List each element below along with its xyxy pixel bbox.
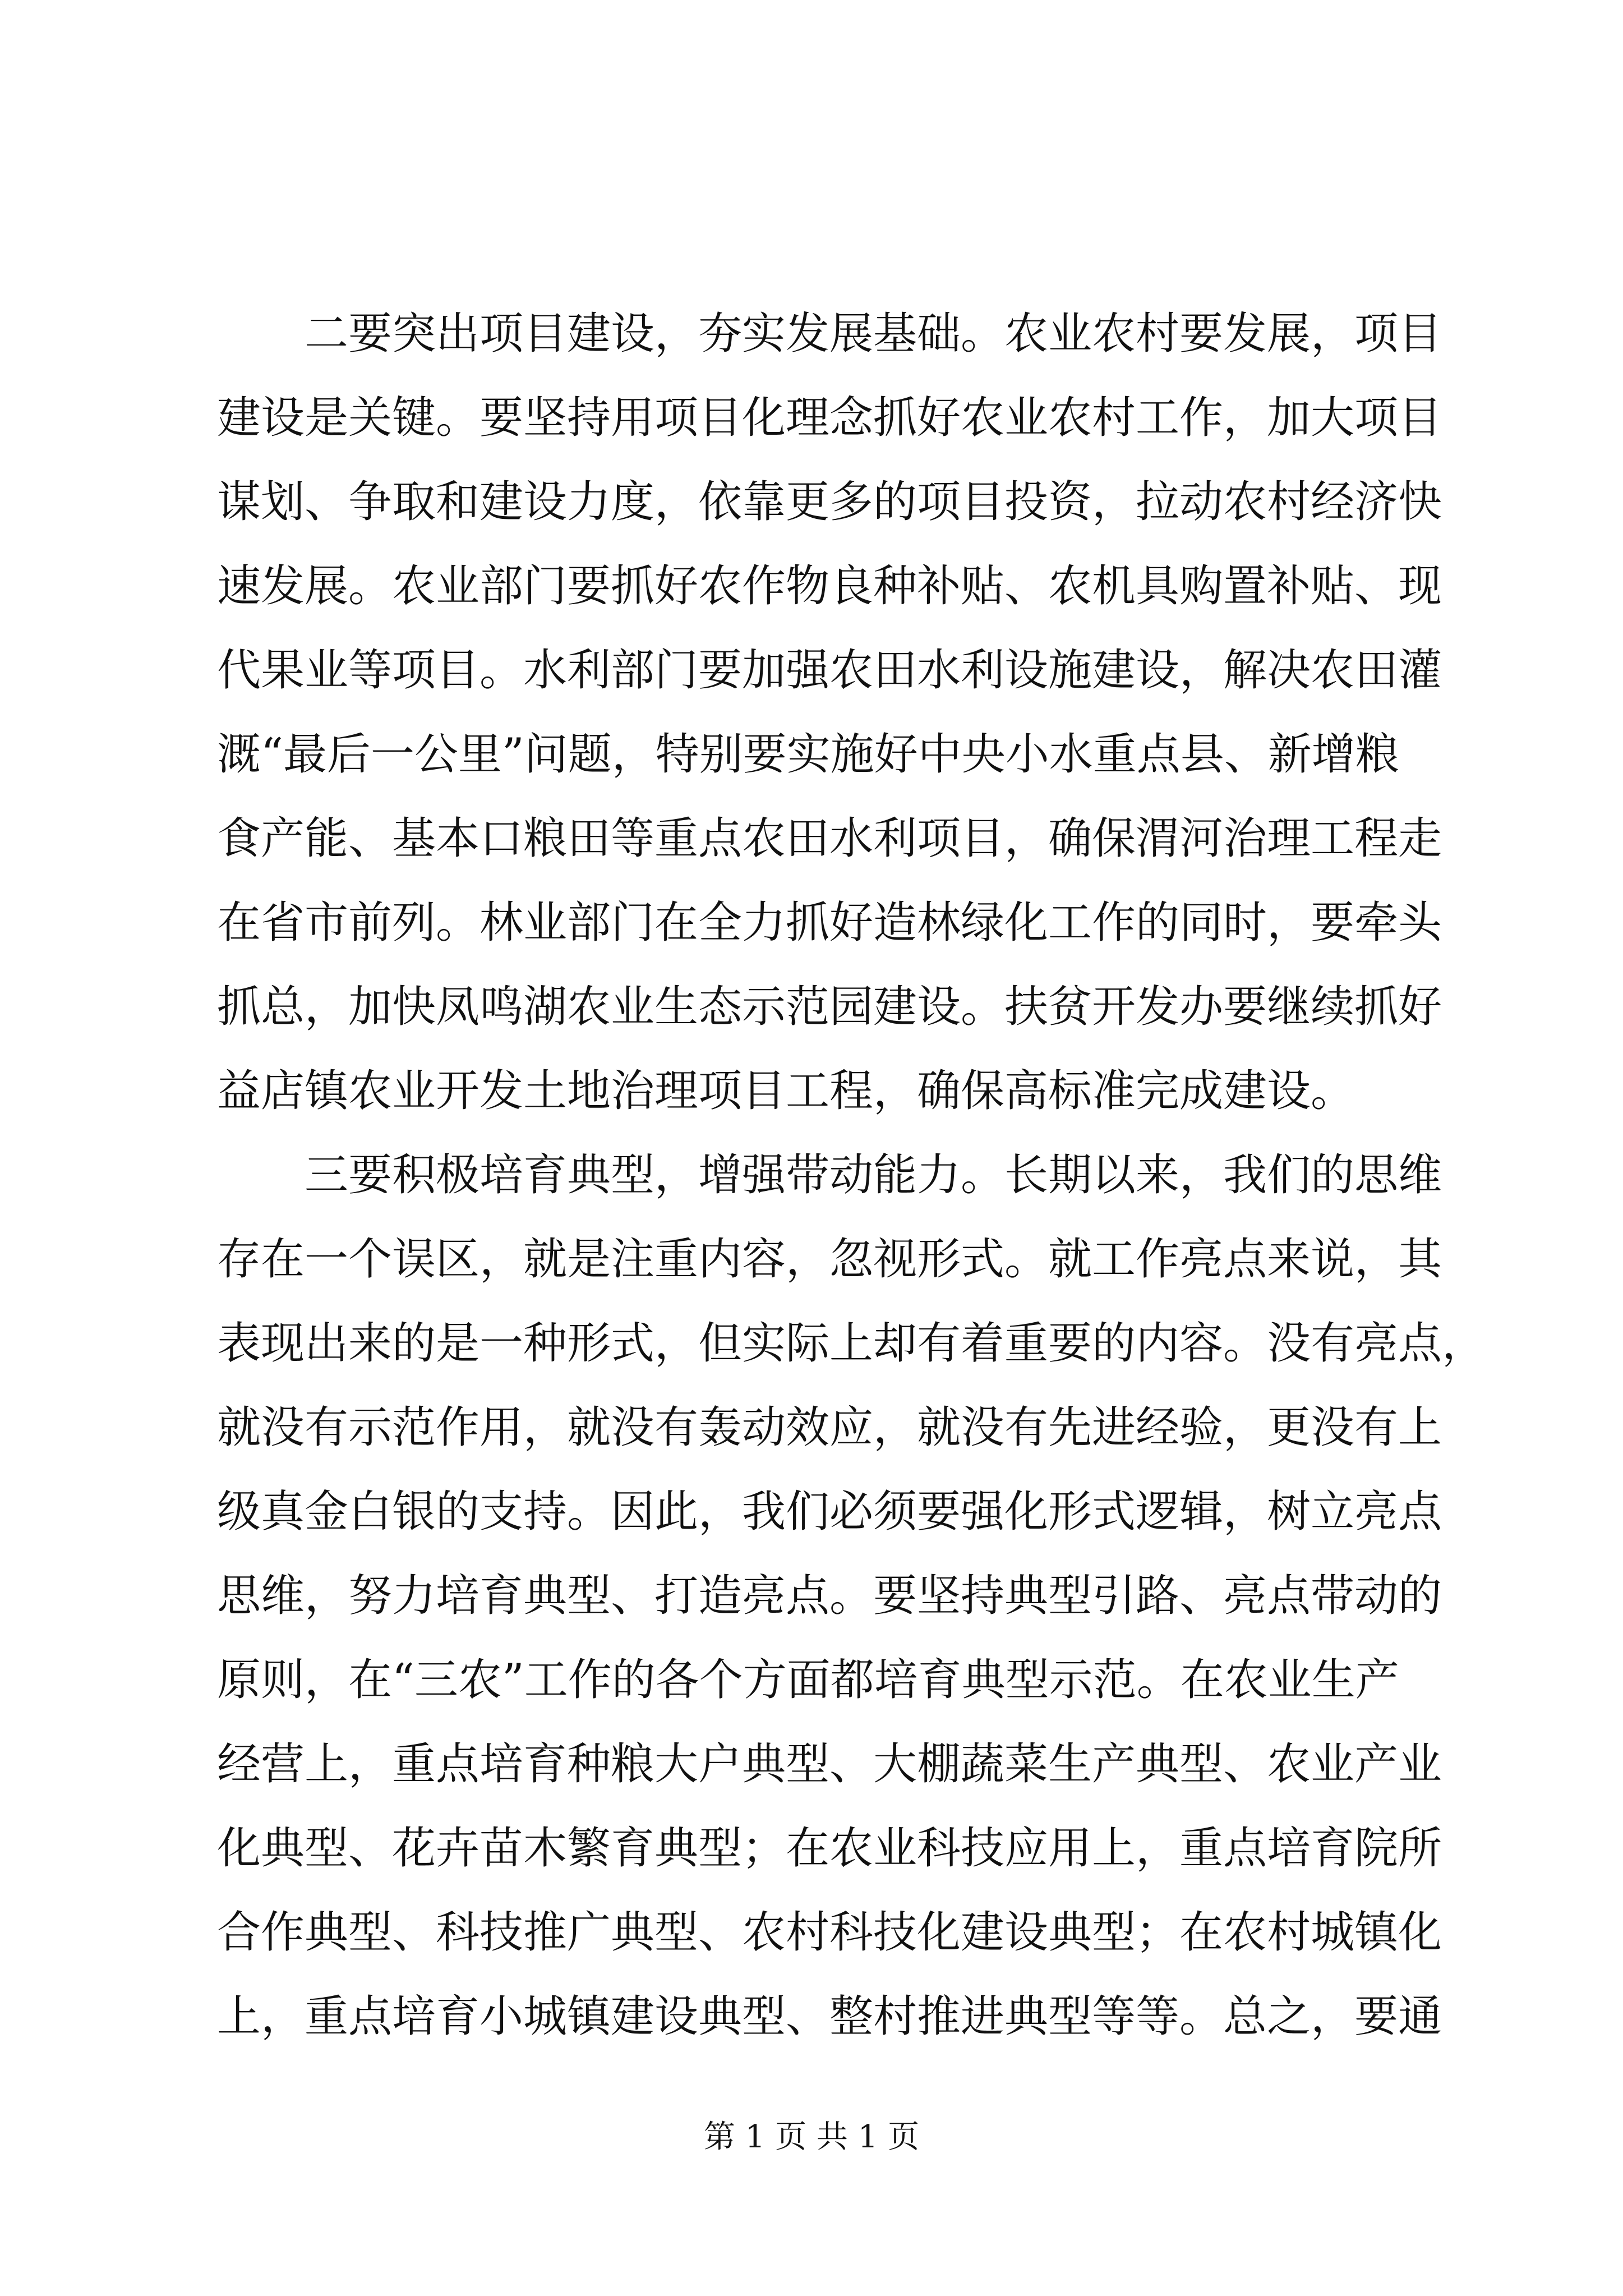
text-line: 益店镇农业开发土地治理项目工程，确保高标准完成建设。 xyxy=(217,1066,1355,1116)
text-line: 建设是关键。要坚持用项目化理念抓好农业农村工作，加大项目 xyxy=(217,393,1442,443)
text-line: 三要积极培育典型，增强带动能力。长期以来，我们的思维 xyxy=(217,1150,1442,1200)
text-line: 原则，在“三农”工作的各个方面都培育典型示范。在农业生产 xyxy=(217,1655,1399,1705)
text-line: 溉“最后一公里”问题，特别要实施好中央小水重点县、新增粮 xyxy=(217,729,1399,780)
text-line: 就没有示范作用，就没有轰动效应，就没有先进经验，更没有上 xyxy=(217,1402,1442,1453)
text-line: 表现出来的是一种形式，但实际上却有着重要的内容。没有亮点， xyxy=(217,1318,1486,1369)
text-line: 在省市前列。林业部门在全力抓好造林绿化工作的同时，要牵头 xyxy=(217,898,1442,948)
text-line: 经营上，重点培育种粮大户典型、大棚蔬菜生产典型、农业产业 xyxy=(217,1739,1442,1789)
text-line: 上，重点培育小城镇建设典型、整村推进典型等等。总之，要通 xyxy=(217,1991,1442,2042)
text-line: 思维，努力培育典型、打造亮点。要坚持典型引路、亮点带动的 xyxy=(217,1571,1442,1621)
text-line: 谋划、争取和建设力度，依靠更多的项目投资，拉动农村经济快 xyxy=(217,477,1442,527)
text-line: 食产能、基本口粮田等重点农田水利项目，确保渭河治理工程走 xyxy=(217,813,1442,864)
text-line: 二要突出项目建设，夯实发展基础。农业农村要发展，项目 xyxy=(217,309,1442,359)
text-line: 化典型、花卉苗木繁育典型；在农业科技应用上，重点培育院所 xyxy=(217,1823,1442,1874)
page-number-footer: 第 1 页 共 1 页 xyxy=(703,2119,920,2155)
text-line: 抓总，加快凤鸣湖农业生态示范园建设。扶贫开发办要继续抓好 xyxy=(217,982,1442,1032)
text-line: 存在一个误区，就是注重内容，忽视形式。就工作亮点来说，其 xyxy=(217,1234,1442,1285)
text-line: 速发展。农业部门要抓好农作物良种补贴、农机具购置补贴、现 xyxy=(217,561,1442,611)
text-line: 合作典型、科技推广典型、农村科技化建设典型；在农村城镇化 xyxy=(217,1907,1442,1958)
text-line: 代果业等项目。水利部门要加强农田水利设施建设，解决农田灌 xyxy=(217,645,1442,696)
text-line: 级真金白银的支持。因此，我们必须要强化形式逻辑，树立亮点 xyxy=(217,1487,1442,1537)
